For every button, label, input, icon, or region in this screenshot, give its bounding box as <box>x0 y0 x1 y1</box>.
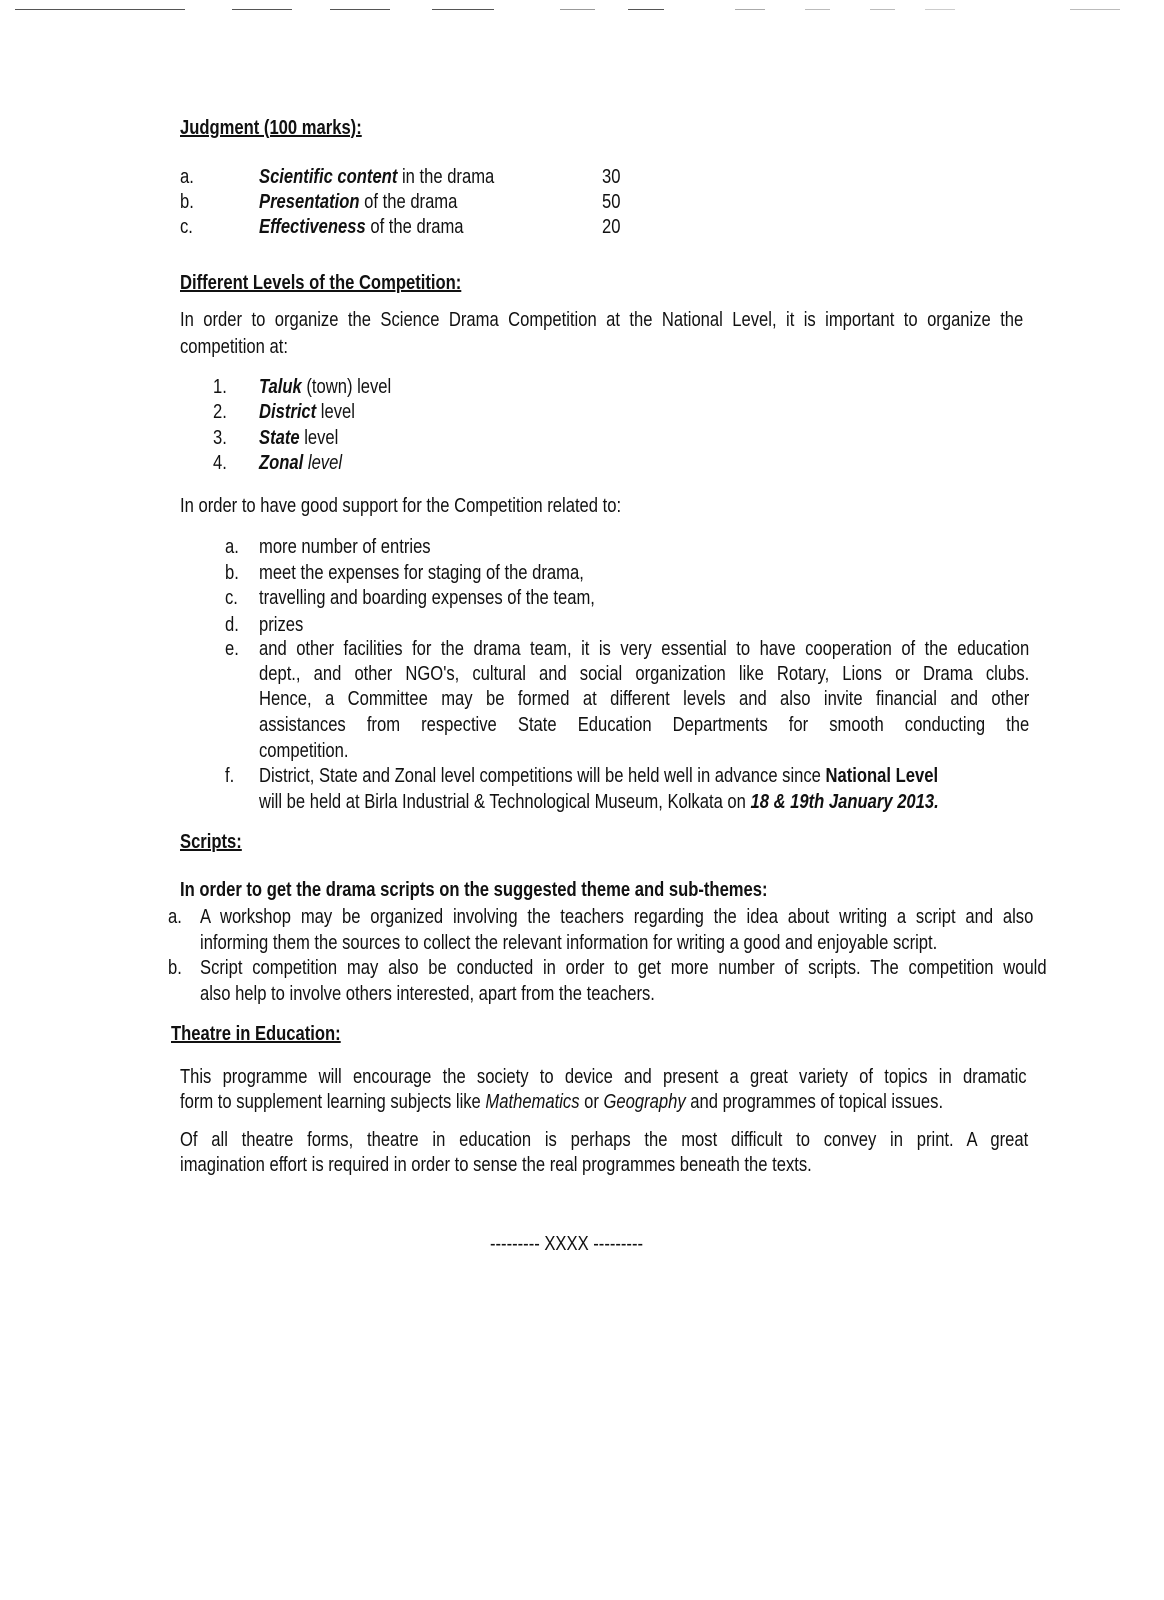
marks: 20 <box>602 216 621 238</box>
scan-rule <box>330 9 390 10</box>
scan-rule <box>15 9 185 10</box>
theatre-paragraph: imagination effort is required in order to sense the real programmes beneath the texts. <box>180 1154 812 1176</box>
support-intro: In order to have good support for the Competition related to: <box>180 495 622 517</box>
marks: 30 <box>602 166 621 188</box>
levels-heading: Different Levels of the Competition: <box>180 272 462 294</box>
theatre-paragraph: form to supplement learning subjects like Mathematics or Geography and programmes of topical issues. <box>180 1091 944 1113</box>
theatre-heading: Theatre in Education: <box>171 1023 341 1045</box>
scan-rule <box>432 9 494 10</box>
scripts-heading: Scripts: <box>180 831 242 853</box>
scan-rule <box>805 9 830 10</box>
scan-rule <box>925 9 955 10</box>
scripts-subheading: In order to get the drama scripts on the suggested theme and sub-themes: <box>180 879 768 901</box>
theatre-paragraph: This programme will encourage the society to device and present a great variety of topics in dramatic <box>180 1066 1027 1088</box>
levels-intro: In order to organize the Science Drama Competition at the National Level, it is important to organize the <box>180 309 1024 331</box>
theatre-paragraph: Of all theatre forms, theatre in education is perhaps the most difficult to convey in print. A great <box>180 1129 1029 1151</box>
scan-rule <box>735 9 765 10</box>
judgment-heading: Judgment (100 marks): <box>180 117 362 139</box>
levels-intro: competition at: <box>180 336 288 358</box>
end-mark: --------- XXXX --------- <box>490 1233 644 1255</box>
scan-rule <box>560 9 595 10</box>
scan-rule <box>870 9 895 10</box>
scan-rule <box>232 9 292 10</box>
scan-rule <box>628 9 664 10</box>
marks: 50 <box>602 191 621 213</box>
scan-rule <box>1070 9 1120 10</box>
